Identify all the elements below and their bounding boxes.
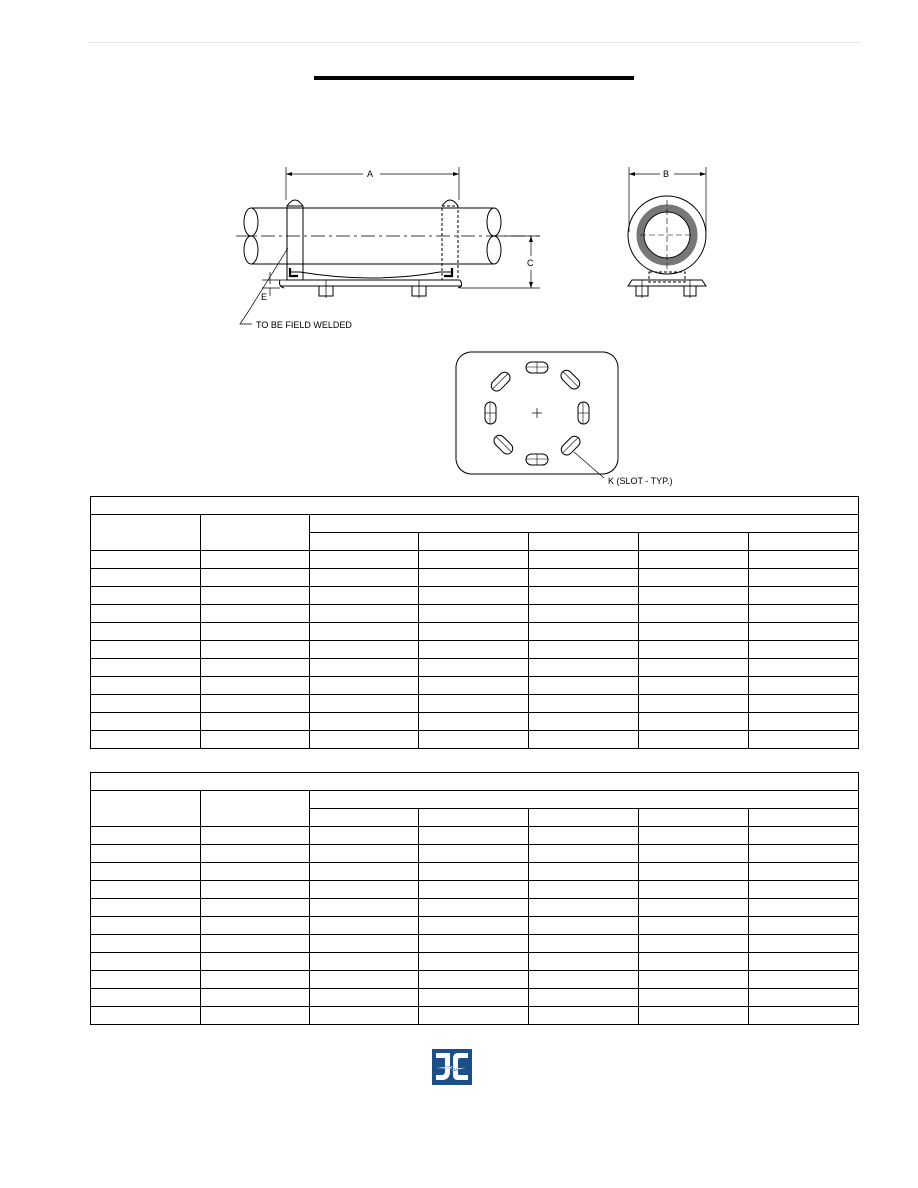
table-cell bbox=[91, 863, 201, 881]
table-row bbox=[91, 953, 859, 971]
table-row bbox=[91, 695, 859, 713]
table-cell bbox=[201, 659, 310, 677]
slot-bottom-left bbox=[492, 433, 515, 456]
table-cell bbox=[310, 845, 419, 863]
table-cell bbox=[749, 953, 859, 971]
header-cell bbox=[91, 515, 201, 551]
table-cell bbox=[639, 827, 749, 845]
table-cell bbox=[91, 899, 201, 917]
side-view bbox=[236, 167, 540, 324]
table-cell bbox=[201, 827, 310, 845]
table-cell bbox=[419, 827, 529, 845]
table-cell bbox=[749, 935, 859, 953]
table-cell bbox=[529, 659, 639, 677]
table-cell bbox=[639, 881, 749, 899]
table-cell bbox=[749, 971, 859, 989]
table-row bbox=[91, 935, 859, 953]
table-cell bbox=[201, 677, 310, 695]
slot-right bbox=[578, 402, 589, 424]
slot-callout: K (SLOT - TYP.) bbox=[608, 476, 673, 486]
subheader-cell bbox=[419, 533, 529, 551]
table-row bbox=[91, 659, 859, 677]
table-cell bbox=[201, 641, 310, 659]
table-cell bbox=[419, 989, 529, 1007]
table-cell bbox=[310, 827, 419, 845]
table-cell bbox=[529, 641, 639, 659]
table-cell bbox=[310, 863, 419, 881]
table-cell bbox=[529, 917, 639, 935]
table-cell bbox=[749, 863, 859, 881]
table-cell bbox=[419, 917, 529, 935]
table-cell bbox=[419, 713, 529, 731]
table-cell bbox=[419, 881, 529, 899]
end-view bbox=[628, 167, 706, 298]
header-cell bbox=[91, 791, 201, 827]
table-row bbox=[91, 1007, 859, 1025]
table-cell bbox=[639, 551, 749, 569]
table-caption-row bbox=[91, 497, 859, 515]
table-cell bbox=[91, 845, 201, 863]
slot-top-left bbox=[489, 370, 512, 393]
base-plate-plan bbox=[456, 352, 618, 478]
table-cell bbox=[419, 1007, 529, 1025]
table-cell bbox=[639, 569, 749, 587]
table-cell bbox=[639, 917, 749, 935]
table-cell bbox=[201, 917, 310, 935]
table-row bbox=[91, 863, 859, 881]
table-cell bbox=[201, 863, 310, 881]
table-cell bbox=[639, 935, 749, 953]
table-cell bbox=[201, 953, 310, 971]
table-cell bbox=[529, 1007, 639, 1025]
table-cell bbox=[201, 731, 310, 749]
table-cell bbox=[639, 587, 749, 605]
table-cell bbox=[310, 917, 419, 935]
table-cell bbox=[419, 953, 529, 971]
subheader-cell bbox=[310, 809, 419, 827]
subheader-cell bbox=[639, 533, 749, 551]
table-cell bbox=[310, 935, 419, 953]
table-cell bbox=[310, 953, 419, 971]
table-row bbox=[91, 605, 859, 623]
table-cell bbox=[201, 713, 310, 731]
table-cell bbox=[749, 587, 859, 605]
company-logo bbox=[432, 1049, 472, 1085]
table-cell bbox=[639, 677, 749, 695]
table-row bbox=[91, 881, 859, 899]
subheader-cell bbox=[529, 533, 639, 551]
header-cell bbox=[201, 791, 310, 827]
subheader-cell bbox=[419, 809, 529, 827]
table-cell bbox=[639, 863, 749, 881]
table-cell bbox=[639, 713, 749, 731]
table-row bbox=[91, 971, 859, 989]
table-cell bbox=[419, 551, 529, 569]
table-cell bbox=[310, 899, 419, 917]
table-row bbox=[91, 731, 859, 749]
table-cell bbox=[419, 587, 529, 605]
table-cell bbox=[310, 989, 419, 1007]
table-cell bbox=[91, 935, 201, 953]
table-cell bbox=[419, 695, 529, 713]
table-cell bbox=[639, 641, 749, 659]
table-cell bbox=[639, 623, 749, 641]
table-cell bbox=[310, 1007, 419, 1025]
table-cell bbox=[529, 989, 639, 1007]
table-cell bbox=[639, 989, 749, 1007]
table-cell bbox=[749, 551, 859, 569]
table-cell bbox=[749, 881, 859, 899]
table-cell bbox=[201, 551, 310, 569]
table-cell bbox=[749, 623, 859, 641]
table-cell bbox=[639, 845, 749, 863]
table-cell bbox=[310, 677, 419, 695]
table-cell bbox=[91, 677, 201, 695]
dim-c-label: C bbox=[527, 258, 534, 268]
table-cell bbox=[419, 569, 529, 587]
table-cell bbox=[749, 989, 859, 1007]
table-row bbox=[91, 677, 859, 695]
table-cell bbox=[201, 845, 310, 863]
table-cell bbox=[749, 731, 859, 749]
table-cell bbox=[201, 971, 310, 989]
table-cell bbox=[639, 605, 749, 623]
table-cell bbox=[310, 713, 419, 731]
table-cell bbox=[529, 623, 639, 641]
table-cell bbox=[529, 935, 639, 953]
table-cell bbox=[529, 953, 639, 971]
slot-top bbox=[526, 362, 548, 373]
table-cell bbox=[310, 623, 419, 641]
table-cell bbox=[310, 587, 419, 605]
table-cell bbox=[749, 605, 859, 623]
table-cell bbox=[201, 899, 310, 917]
table-cell bbox=[639, 731, 749, 749]
table-cell bbox=[749, 695, 859, 713]
slot-bottom bbox=[526, 454, 548, 465]
table-cell bbox=[91, 713, 201, 731]
table-cell bbox=[201, 989, 310, 1007]
table-cell bbox=[419, 863, 529, 881]
header-group-cell bbox=[310, 791, 859, 809]
table-row bbox=[91, 845, 859, 863]
header-group-cell bbox=[310, 515, 859, 533]
table-cell bbox=[201, 623, 310, 641]
table-cell bbox=[419, 971, 529, 989]
table-cell bbox=[529, 587, 639, 605]
table-cell bbox=[419, 605, 529, 623]
table-cell bbox=[529, 827, 639, 845]
table-row bbox=[91, 587, 859, 605]
table-cell bbox=[419, 731, 529, 749]
table-cell bbox=[419, 641, 529, 659]
table-cell bbox=[529, 845, 639, 863]
table-cell bbox=[529, 713, 639, 731]
table-cell bbox=[529, 731, 639, 749]
table-cell bbox=[419, 845, 529, 863]
table-cell bbox=[310, 551, 419, 569]
table-cell bbox=[529, 677, 639, 695]
table-cell bbox=[310, 881, 419, 899]
dim-a-label: A bbox=[367, 169, 374, 179]
table-caption-row bbox=[91, 773, 859, 791]
table-cell bbox=[749, 677, 859, 695]
table-cell bbox=[310, 659, 419, 677]
subheader-cell bbox=[310, 533, 419, 551]
engineering-drawing bbox=[0, 0, 918, 495]
table-cell bbox=[91, 695, 201, 713]
field-weld-callout: TO BE FIELD WELDED bbox=[256, 320, 352, 330]
table-cell bbox=[529, 863, 639, 881]
table-cell bbox=[91, 605, 201, 623]
table-cell bbox=[529, 551, 639, 569]
table-header-row bbox=[91, 515, 859, 533]
table-cell bbox=[419, 677, 529, 695]
table-cell bbox=[91, 953, 201, 971]
subheader-cell bbox=[639, 809, 749, 827]
table-cell bbox=[201, 695, 310, 713]
table-cell bbox=[310, 971, 419, 989]
dim-b-label: B bbox=[663, 169, 670, 179]
table-row bbox=[91, 827, 859, 845]
table-cell bbox=[529, 971, 639, 989]
dimension-table-1 bbox=[90, 496, 859, 749]
table-cell bbox=[749, 641, 859, 659]
table-row bbox=[91, 989, 859, 1007]
table-cell bbox=[529, 569, 639, 587]
table-cell bbox=[419, 659, 529, 677]
table-row bbox=[91, 569, 859, 587]
table-cell bbox=[529, 899, 639, 917]
table-cell bbox=[201, 605, 310, 623]
table-cell bbox=[91, 971, 201, 989]
table-cell bbox=[529, 881, 639, 899]
table-cell bbox=[749, 569, 859, 587]
table-caption bbox=[91, 773, 859, 791]
table-row bbox=[91, 623, 859, 641]
table-cell bbox=[91, 659, 201, 677]
table-cell bbox=[91, 587, 201, 605]
table-cell bbox=[419, 935, 529, 953]
table-cell bbox=[91, 731, 201, 749]
table-row bbox=[91, 551, 859, 569]
subheader-cell bbox=[529, 809, 639, 827]
table-row bbox=[91, 713, 859, 731]
table-cell bbox=[749, 917, 859, 935]
table-cell bbox=[91, 917, 201, 935]
table-cell bbox=[749, 659, 859, 677]
table-cell bbox=[639, 659, 749, 677]
table-cell bbox=[639, 695, 749, 713]
table-cell bbox=[201, 569, 310, 587]
table-cell bbox=[91, 881, 201, 899]
table-cell bbox=[91, 569, 201, 587]
slot-left bbox=[485, 402, 496, 424]
table-cell bbox=[201, 935, 310, 953]
table-cell bbox=[310, 605, 419, 623]
table-cell bbox=[310, 731, 419, 749]
table-cell bbox=[639, 899, 749, 917]
subheader-cell bbox=[749, 533, 859, 551]
table-cell bbox=[749, 1007, 859, 1025]
table-cell bbox=[639, 1007, 749, 1025]
table-cell bbox=[419, 623, 529, 641]
table-cell bbox=[749, 827, 859, 845]
table-cell bbox=[91, 1007, 201, 1025]
table-row bbox=[91, 641, 859, 659]
table-cell bbox=[201, 1007, 310, 1025]
dim-e-label: E bbox=[261, 292, 268, 302]
table-cell bbox=[310, 641, 419, 659]
header-cell bbox=[201, 515, 310, 551]
table-cell bbox=[639, 971, 749, 989]
table-cell bbox=[310, 569, 419, 587]
table-cell bbox=[749, 899, 859, 917]
table-row bbox=[91, 917, 859, 935]
table-cell bbox=[91, 623, 201, 641]
table-cell bbox=[310, 695, 419, 713]
slot-top-right bbox=[559, 368, 582, 391]
table-cell bbox=[91, 989, 201, 1007]
table-cell bbox=[749, 845, 859, 863]
table-cell bbox=[201, 587, 310, 605]
table-cell bbox=[91, 551, 201, 569]
table-cell bbox=[529, 695, 639, 713]
table-caption bbox=[91, 497, 859, 515]
subheader-cell bbox=[749, 809, 859, 827]
table-cell bbox=[419, 899, 529, 917]
table-row bbox=[91, 899, 859, 917]
table-cell bbox=[529, 605, 639, 623]
table-cell bbox=[91, 827, 201, 845]
slot-bottom-right bbox=[559, 434, 582, 457]
table-cell bbox=[749, 713, 859, 731]
table-cell bbox=[91, 641, 201, 659]
table-cell bbox=[201, 881, 310, 899]
table-header-row bbox=[91, 791, 859, 809]
dimension-table-2 bbox=[90, 772, 859, 1025]
table-cell bbox=[639, 953, 749, 971]
